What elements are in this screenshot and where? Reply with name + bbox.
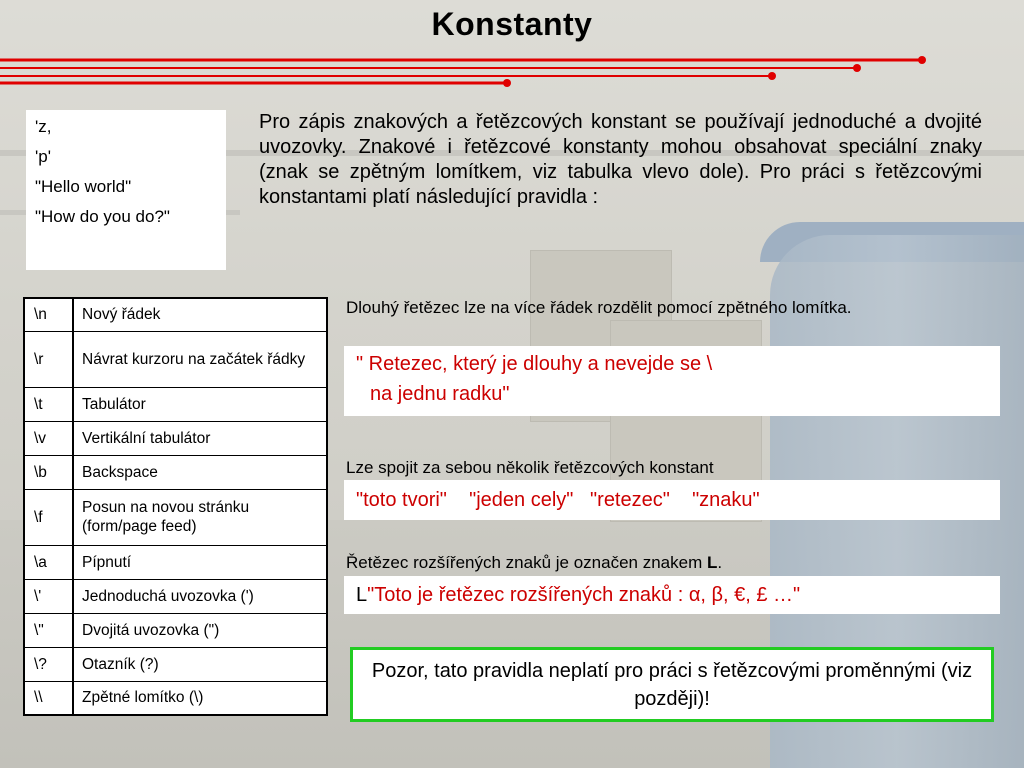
escape-desc: Tabulátor	[73, 387, 327, 421]
escape-code: \r	[24, 331, 73, 387]
table-row	[24, 545, 327, 579]
warning-box: Pozor, tato pravidla neplatí pro práci s řetězcovými proměnnými (viz později)!	[350, 647, 994, 722]
table-row	[24, 298, 327, 331]
escape-desc: Nový řádek	[73, 298, 327, 331]
escape-desc: Backspace	[73, 455, 327, 489]
escape-code: \?	[24, 647, 73, 681]
table-row	[24, 681, 327, 715]
escape-desc: Zpětné lomítko (\)	[73, 681, 327, 715]
escape-code: \a	[24, 545, 73, 579]
escape-desc: Návrat kurzoru na začátek řádky	[73, 331, 327, 387]
example-item: "Hello world"	[35, 177, 132, 196]
example-item: "How do you do?"	[35, 207, 170, 226]
wide-rule-label	[346, 552, 966, 574]
multiline-code-line-1: " Retezec, který je dlouhy a nevejde se \	[356, 353, 713, 375]
table-row	[24, 421, 327, 455]
example-item: 'z,	[35, 117, 52, 136]
examples-box	[26, 110, 226, 270]
escape-sequence-table	[23, 297, 328, 716]
wide-string: "Toto je řetězec rozšířených znaků : α, β, €, £ …"	[367, 584, 801, 606]
escape-desc: Otazník (?)	[73, 647, 327, 681]
wide-code-example	[344, 576, 1000, 614]
example-item: 'p'	[35, 147, 51, 166]
table-row	[24, 387, 327, 421]
escape-code: \v	[24, 421, 73, 455]
escape-desc: Vertikální tabulátor	[73, 421, 327, 455]
escape-code: \"	[24, 613, 73, 647]
table-row	[24, 489, 327, 545]
table-row	[24, 613, 327, 647]
escape-desc: Posun na novou stránku (form/page feed)	[73, 489, 327, 545]
table-row	[24, 579, 327, 613]
escape-code: \b	[24, 455, 73, 489]
escape-desc: Dvojitá uvozovka (")	[73, 613, 327, 647]
concat-rule-label: Lze spojit za sebou několik řetězcových konstant	[346, 458, 714, 477]
table-row	[24, 647, 327, 681]
wide-rule-period: .	[717, 553, 723, 572]
concat-code-example: "toto tvori" "jeden cely" "retezec" "znaku"	[344, 480, 1000, 520]
wide-rule-marker: L	[706, 553, 718, 572]
escape-code: \f	[24, 489, 73, 545]
multiline-rule-label: Dlouhý řetězec lze na více řádek rozdělit pomocí zpětného lomítka.	[346, 298, 852, 317]
red-lines-decoration	[0, 50, 1024, 90]
escape-code: \'	[24, 579, 73, 613]
escape-desc: Pípnutí	[73, 545, 327, 579]
escape-desc: Jednoduchá uvozovka (')	[73, 579, 327, 613]
page-title: Konstanty	[431, 6, 593, 42]
escape-code: \t	[24, 387, 73, 421]
table-row	[24, 455, 327, 489]
escape-code: \n	[24, 298, 73, 331]
wide-rule-text: Řetězec rozšířených znaků je označen znakem	[346, 553, 707, 572]
multiline-code-line-2: na jednu radku"	[370, 383, 510, 405]
table-row	[24, 331, 327, 387]
intro-paragraph: Pro zápis znakových a řetězcových konstant se používají jednoduché a dvojité uvozovky. Znakové i řetězcové konstanty mohou obsahovat speciální znaky (znak se zpětným lomítkem, viz tabulka vlevo dole). Pro práci s řetězcovými konstantami platí následující pravidla :	[259, 111, 982, 208]
wide-prefix: L	[356, 584, 368, 606]
escape-code: \\	[24, 681, 73, 715]
multiline-code-example	[344, 346, 1000, 416]
